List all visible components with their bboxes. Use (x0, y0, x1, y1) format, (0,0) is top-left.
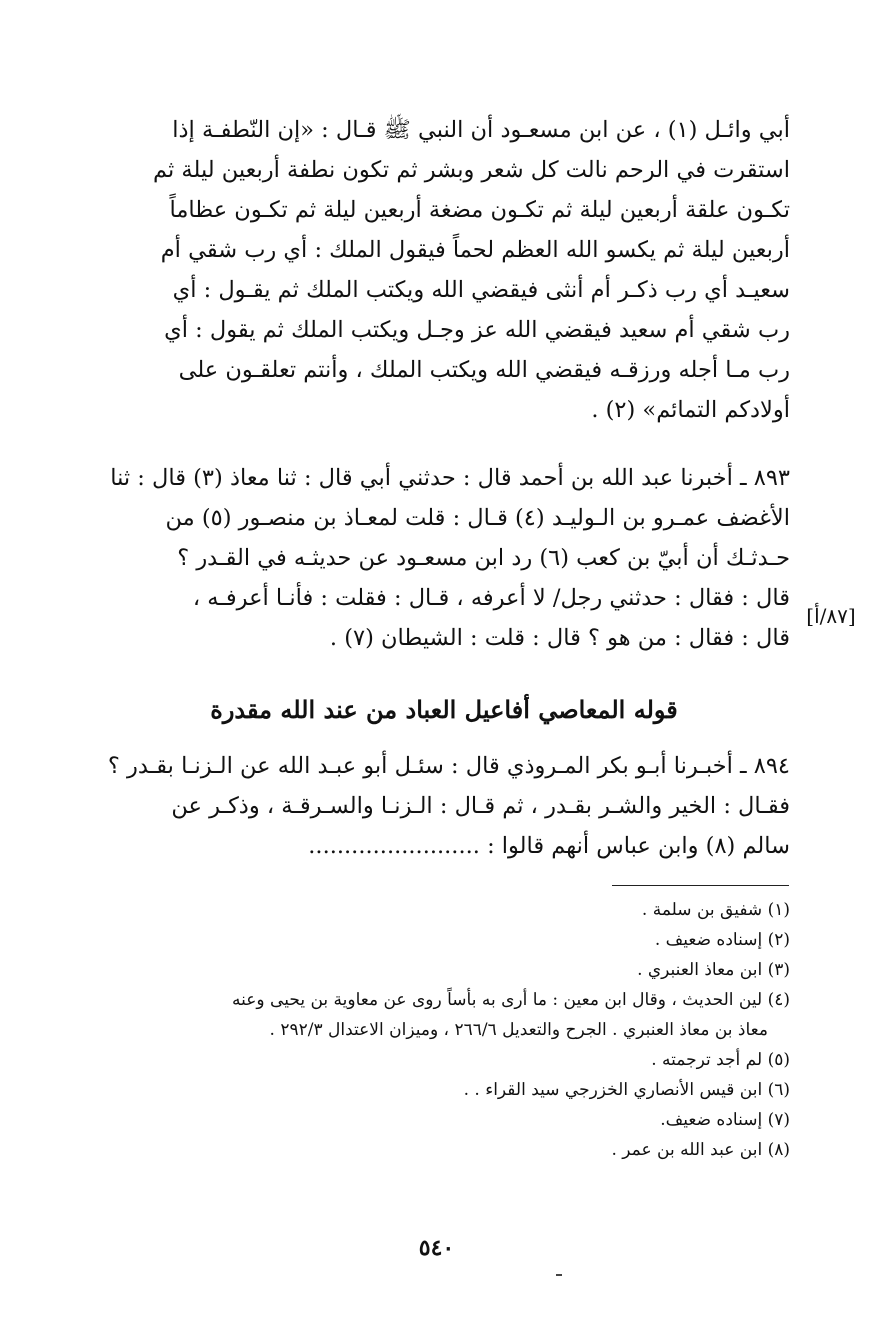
text-line: الأغضف عمـرو بن الـوليـد (٤) قـال : قلت لمعـاذ بن منصـور (٥) من (165, 505, 790, 531)
footnote: (١) شفيق بن سلمة . (641, 900, 790, 920)
print-mark (556, 1274, 562, 1276)
footnote: (٣) ابن معاذ العنبري . (637, 960, 790, 980)
text-line: أولادكم التمائم» (٢) . (591, 397, 790, 423)
text-line: تكـون علقة أربعين ليلة ثم تكـون مضغة أربعين ليلة ثم تكـون عظاماً (169, 197, 790, 223)
text-line: ٨٩٣ ـ أخبرنا عبد الله بن أحمد قال : حدثني أبي قال : ثنا معاذ (٣) قال : ثنا (110, 465, 790, 491)
footnotes (98, 896, 790, 1166)
section-heading: قوله المعاصي أفاعيل العباد من عند الله مقدرة (210, 695, 678, 724)
paragraph-hadith-continuation (98, 110, 790, 430)
paragraph-893 (98, 458, 790, 658)
footnote-continuation: معاذ بن معاذ العنبري . الجرح والتعديل ٢٦٦/٦ ، وميزان الاعتدال ٢٩٢/٣ . (269, 1020, 768, 1040)
manuscript-folio-note: [٨٧/أ] (806, 604, 856, 628)
footnote: (٧) إسناده ضعيف. (660, 1110, 790, 1130)
footnote-separator (612, 885, 789, 886)
text-line: رب شقي أم سعيد فيقضي الله عز وجـل ويكتب الملك ثم يقول : أي (164, 317, 790, 343)
text-line: قال : فقال : حدثني رجل/ لا أعرفه ، قـال : فقلت : فأنـا أعرفـه ، (192, 585, 790, 611)
text-line: سعيـد أي رب ذكـر أم أنثى فيقضي الله ويكتب الملك ثم يقـول : أي (172, 277, 790, 303)
footnote: (٨) ابن عبد الله بن عمر . (611, 1140, 790, 1160)
text-line: فقـال : الخير والشـر بقـدر ، ثم قـال : الـزنـا والسـرقـة ، وذكـر عن (171, 793, 790, 819)
text-line: أربعين ليلة ثم يكسو الله العظم لحماً فيقول الملك : أي رب شقي أم (160, 237, 790, 263)
text-line: ٨٩٤ ـ أخبـرنا أبـو بكر المـروذي قال : سئـل أبو عبـد الله عن الـزنـا بقـدر ؟ (107, 753, 790, 779)
footnote: (٤) لين الحديث ، وقال ابن معين : ما أرى به بأساً روى عن معاوية بن يحيى وعنه (232, 990, 790, 1010)
text-line: استقرت في الرحم نالت كل شعر وبشر ثم تكون نطفة أربعين ليلة ثم (153, 157, 790, 183)
footnote: (٥) لم أجد ترجمته . (651, 1050, 790, 1070)
page-number: ٥٤٠ (418, 1235, 455, 1261)
footnote: (٦) ابن قيس الأنصاري الخزرجي سيد القراء . . (463, 1080, 790, 1100)
text-line: سالم (٨) وابن عباس أنهم قالوا : ........................ (308, 833, 790, 859)
text-line: حـدثـك أن أبيّ بن كعب (٦) رد ابن مسعـود عن حديثـه في القـدر ؟ (177, 545, 790, 571)
paragraph-894 (98, 746, 790, 866)
text-line: رب مـا أجله ورزقـه فيقضي الله ويكتب الملك ، وأنتم تعلقـون على (178, 357, 790, 383)
text-line: أبي وائـل (١) ، عن ابن مسعـود أن النبي ﷺ قـال : «إن النّطفـة إذا (172, 117, 790, 143)
footnote: (٢) إسناده ضعيف . (654, 930, 790, 950)
text-line: قال : فقال : من هو ؟ قال : قلت : الشيطان (٧) . (329, 625, 790, 651)
